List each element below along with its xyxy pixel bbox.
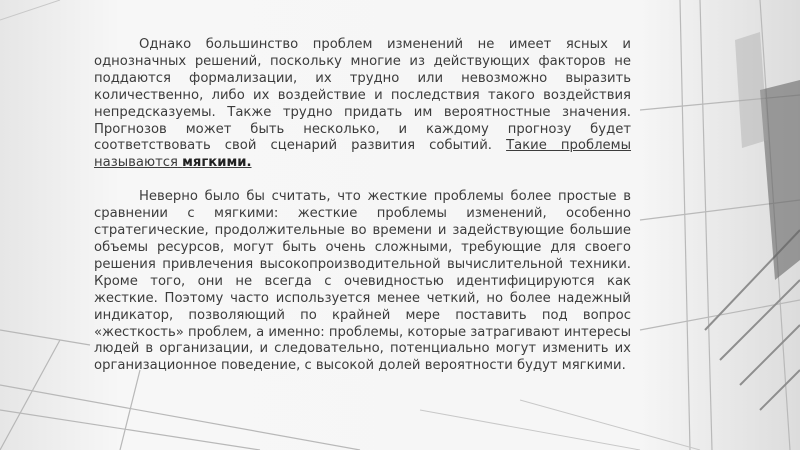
paragraph-1-text: Однако большинство проблем изменений не имеет ясных и однозначных решений, поскольку многие из действующих факторов не поддаются формализации, их трудно или невозможно выразить количественно, либо их воздействие и последствия такого воздействия непредсказуемы. Также трудно придать им вероятностные значения. Прогнозов может быть несколько, и каждому прогнозу будет соответствовать свой сценарий развития событий. <box>94 37 631 154</box>
paragraph-2-text: Неверно было бы считать, что жесткие проблемы более простые в сравнении с мягкими: жесткие проблемы изменений, особенно стратегические, продолжительные во времени и задействующие большие объемы ресурсов, могут быть очень сложными, требующие для своего решения привлечения высокопроизводительной вычислительной техники. Кроме того, они не всегда с очевидностью идентифицируются как жесткие. Поэтому часто используется менее четкий, но более надежный индикатор, позволяющий по крайней мере поставить под вопрос «жесткость» проблем, а именно: проблемы, которые затрагивают интересы людей в организации, и следовательно, потенциально могут изменить их организационное поведение, с высокой долей вероятности будут мягкими. <box>94 189 631 374</box>
paragraph-soft-problems <box>94 37 631 172</box>
definition-lead-text: Такие проблемы называются <box>94 138 632 171</box>
soft-problems-term: мягкими. <box>182 155 252 171</box>
slide-text-body <box>94 37 631 375</box>
paragraph-hard-problems <box>94 189 631 375</box>
